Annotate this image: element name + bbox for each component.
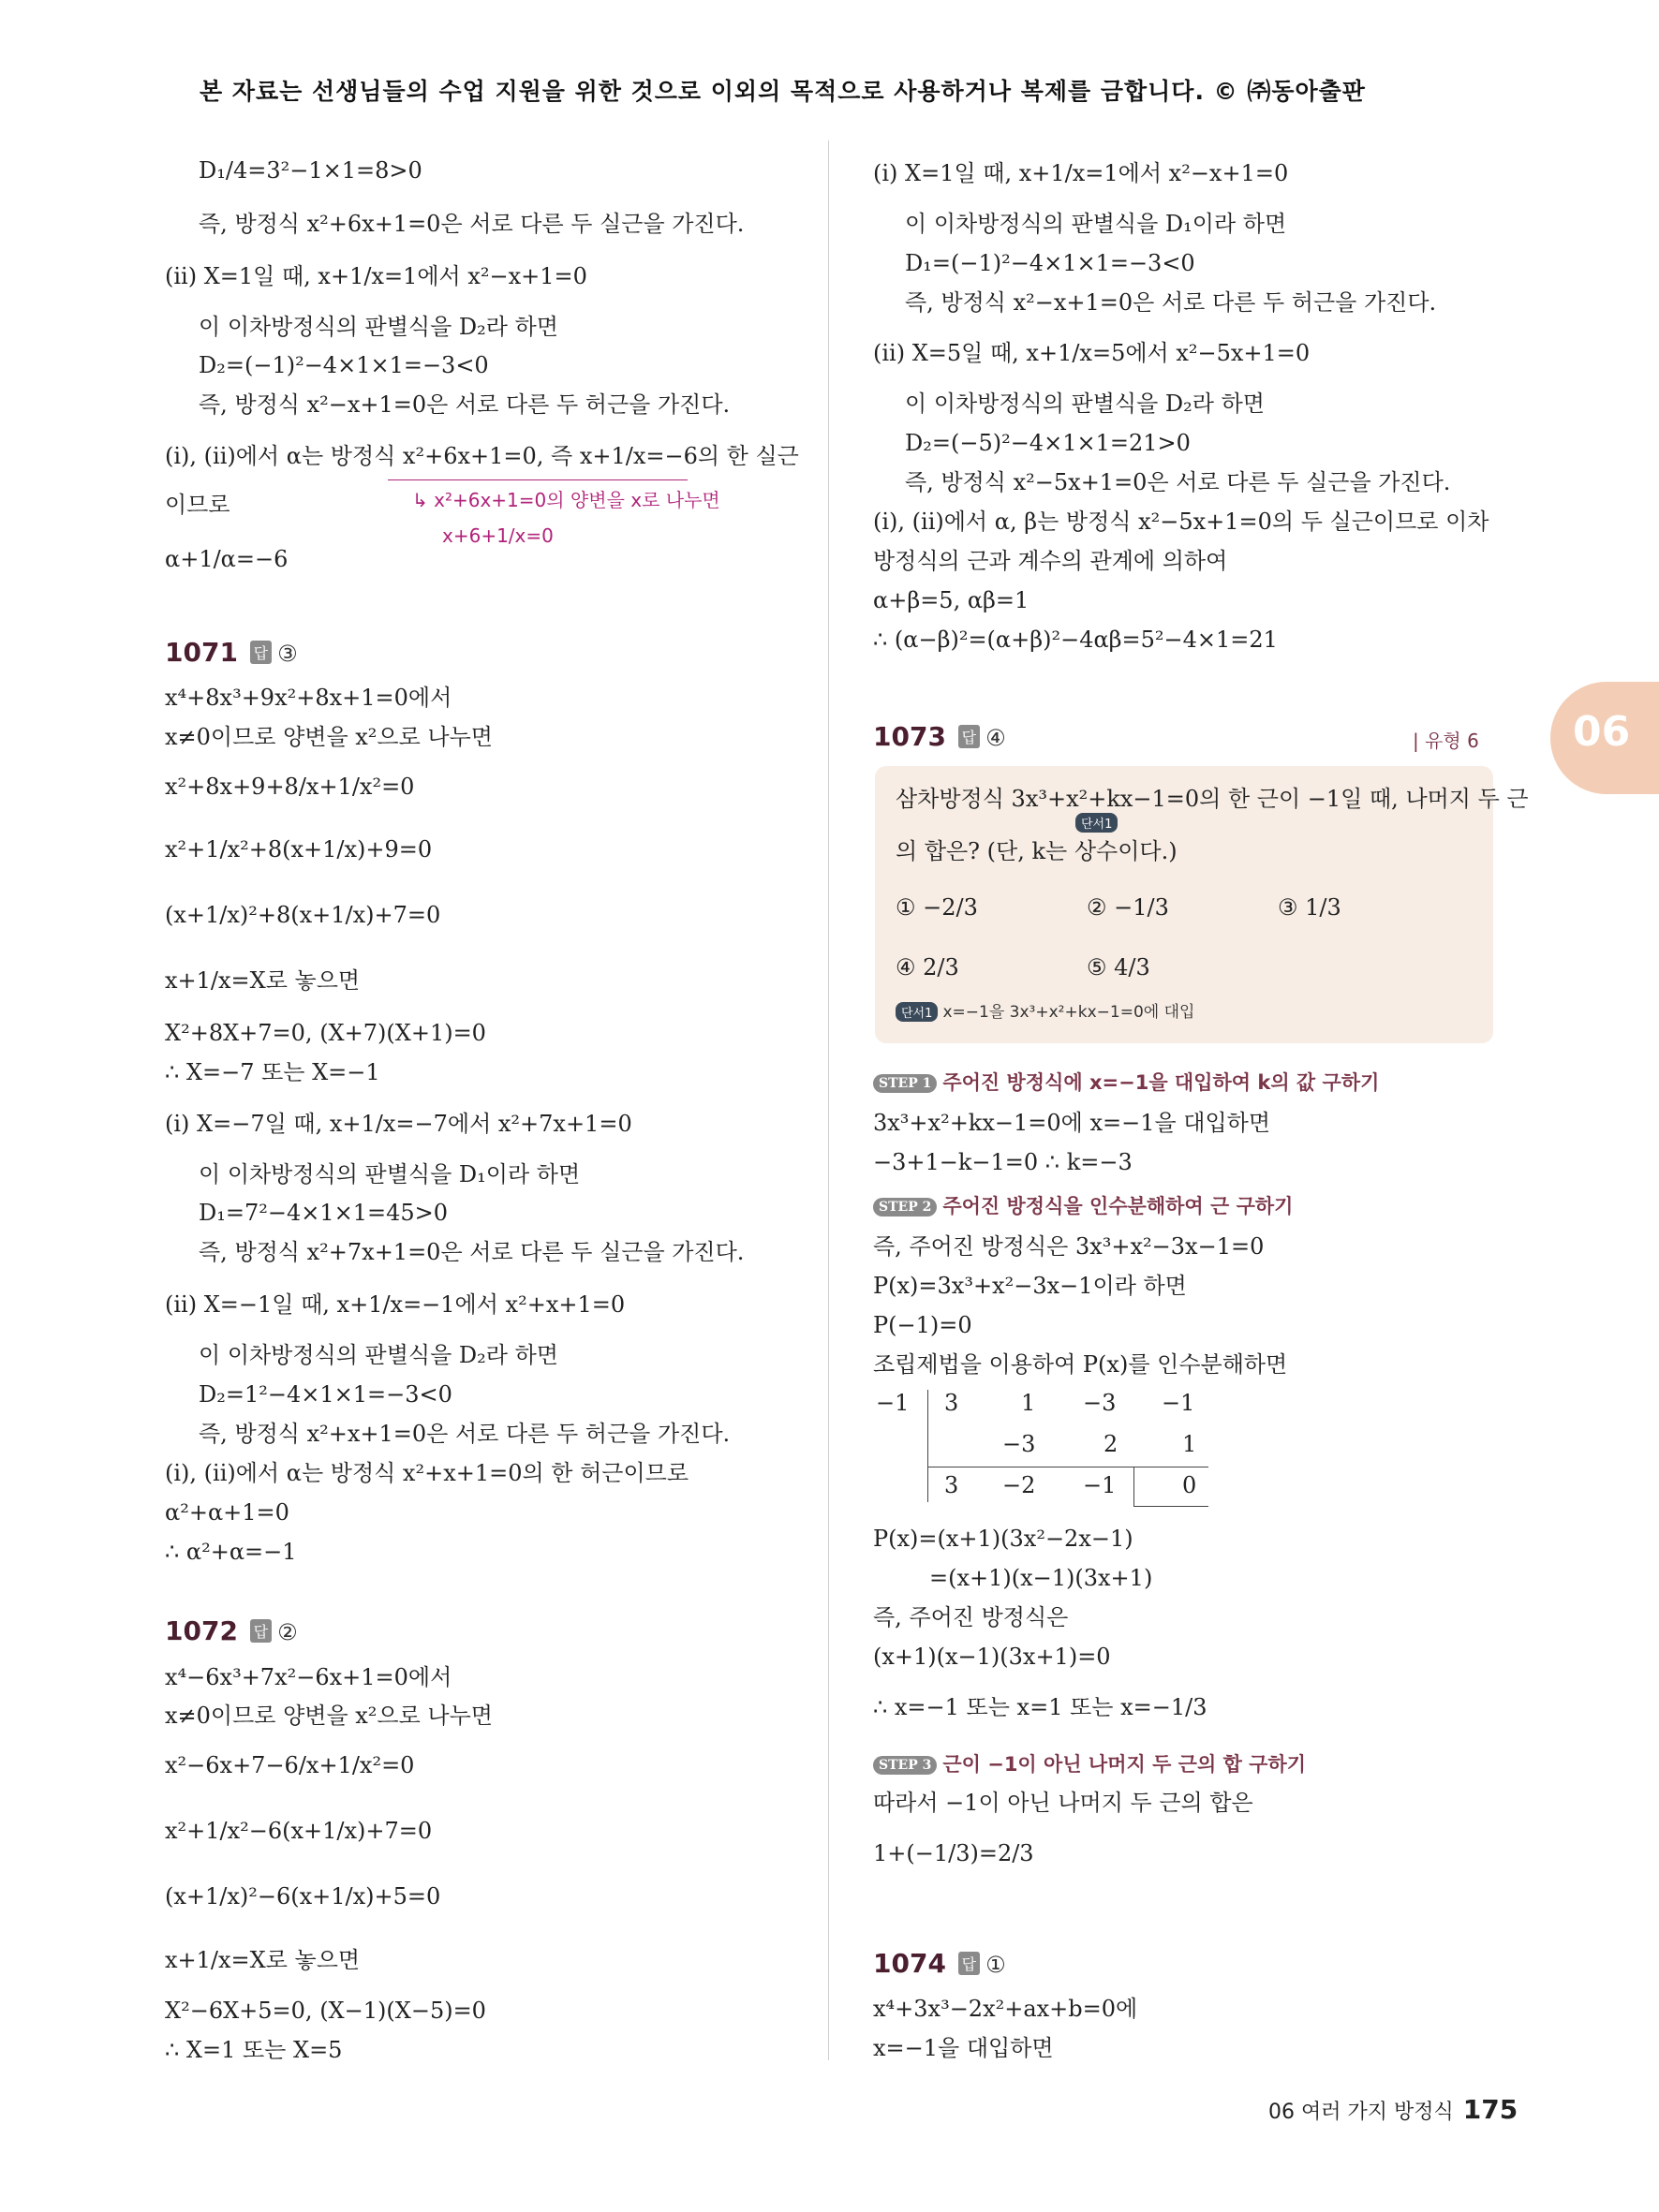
solution-line: 이 이차방정식의 판별식을 D₁이라 하면 bbox=[905, 211, 1287, 237]
solution-line: (ii) X=5일 때, x+1/x=5에서 x²−5x+1=0 bbox=[873, 340, 1311, 366]
synth-cell: −1 bbox=[1162, 1390, 1195, 1416]
solution-line: x⁴+8x³+9x²+8x+1=0에서 bbox=[165, 685, 452, 711]
problem-1072-heading bbox=[165, 1615, 298, 1646]
solution-line: 이 이차방정식의 판별식을 D₂라 하면 bbox=[199, 1342, 558, 1368]
solution-line: 즉, 주어진 방정식은 3x³+x²−3x−1=0 bbox=[873, 1233, 1265, 1260]
problem-text: 삼차방정식 3x³+x²+kx−1=0의 한 근이 −1일 때, 나머지 두 근 bbox=[896, 786, 1529, 812]
solution-line: 1+(−1/3)=2/3 bbox=[873, 1840, 1034, 1866]
solution-line: 즉, 방정식 x²−x+1=0은 서로 다른 두 허근을 가진다. bbox=[199, 391, 731, 418]
solution-line: 이므로 bbox=[165, 492, 230, 518]
synth-cell: −2 bbox=[1002, 1472, 1036, 1498]
solution-line: ∴ α²+α=−1 bbox=[165, 1539, 297, 1565]
solution-line: D₂=1²−4×1×1=−3<0 bbox=[199, 1381, 452, 1408]
solution-line: 즉, 방정식 x²+6x+1=0은 서로 다른 두 실근을 가진다. bbox=[199, 211, 745, 237]
solution-line: P(x)=3x³+x²−3x−1이라 하면 bbox=[873, 1273, 1187, 1299]
synth-cell: 1 bbox=[1021, 1390, 1036, 1416]
solution-line: D₂=(−1)²−4×1×1=−3<0 bbox=[199, 352, 489, 378]
answer: 답 ④ bbox=[951, 725, 1006, 751]
problem-1074-heading bbox=[873, 1948, 1006, 1979]
step-2-title: STEP 2 주어진 방정식을 인수분해하여 근 구하기 bbox=[873, 1191, 1293, 1219]
solution-line: x≠0이므로 양변을 x²으로 나누면 bbox=[165, 724, 493, 750]
solution-line: 즉, 방정식 x²−5x+1=0은 서로 다른 두 실근을 가진다. bbox=[905, 469, 1451, 495]
answer: 답 ② bbox=[243, 1619, 298, 1645]
solution-line: ∴ x=−1 또는 x=1 또는 x=−1/3 bbox=[873, 1694, 1207, 1720]
solution-line: ∴ X=1 또는 X=5 bbox=[165, 2037, 343, 2063]
note-underline bbox=[388, 479, 688, 480]
choice-2: ② −1/3 bbox=[1087, 894, 1169, 921]
synth-cell: 0 bbox=[1182, 1472, 1197, 1498]
solution-line: −3+1−k−1=0 ∴ k=−3 bbox=[873, 1149, 1133, 1175]
answer: 답 ③ bbox=[243, 641, 298, 667]
solution-line: (ii) X=−1일 때, x+1/x=−1에서 x²+x+1=0 bbox=[165, 1291, 626, 1318]
synth-divisor: −1 bbox=[876, 1390, 910, 1416]
footer-chapter: 06 여러 가지 방정식 bbox=[1268, 2101, 1454, 2124]
problem-1071-heading bbox=[165, 637, 298, 668]
synth-cell: −3 bbox=[1002, 1431, 1036, 1457]
solution-line: (x+1/x)²+8(x+1/x)+7=0 bbox=[165, 902, 441, 928]
problem-number: 1073 bbox=[873, 721, 946, 752]
hint-row: 단서1 x=−1을 3x³+x²+kx−1=0에 대입 bbox=[896, 998, 1194, 1022]
solution-line: 즉, 방정식 x²+x+1=0은 서로 다른 두 허근을 가진다. bbox=[199, 1421, 731, 1447]
solution-line: x≠0이므로 양변을 x²으로 나누면 bbox=[165, 1703, 493, 1729]
solution-line: 즉, 주어진 방정식은 bbox=[873, 1604, 1069, 1630]
synth-cell: 3 bbox=[944, 1390, 959, 1416]
solution-line: 따라서 −1이 아닌 나머지 두 근의 합은 bbox=[873, 1790, 1253, 1816]
synth-cell: −3 bbox=[1083, 1390, 1117, 1416]
synth-cell: −1 bbox=[1083, 1472, 1117, 1498]
solution-line: (i), (ii)에서 α는 방정식 x²+x+1=0의 한 허근이므로 bbox=[165, 1460, 689, 1486]
solution-line: x=−1을 대입하면 bbox=[873, 2035, 1054, 2061]
synth-cell: 1 bbox=[1182, 1431, 1197, 1457]
solution-line: 즉, 방정식 x²−x+1=0은 서로 다른 두 허근을 가진다. bbox=[905, 289, 1437, 316]
solution-line: (i), (ii)에서 α, β는 방정식 x²−5x+1=0의 두 실근이므로 이차 bbox=[873, 509, 1489, 535]
solution-line: D₁/4=3²−1×1=8>0 bbox=[199, 157, 422, 184]
solution-line: (x+1)(x−1)(3x+1)=0 bbox=[873, 1644, 1111, 1670]
choice-4: ④ 2/3 bbox=[896, 954, 959, 981]
problem-number: 1072 bbox=[165, 1615, 238, 1646]
choice-1: ① −2/3 bbox=[896, 894, 978, 921]
synth-cell: 2 bbox=[1104, 1431, 1118, 1457]
page-number: 175 bbox=[1462, 2094, 1518, 2125]
annotation-note: x+6+1/x=0 bbox=[442, 524, 554, 547]
solution-line: x⁴+3x³−2x²+ax+b=0에 bbox=[873, 1996, 1138, 2022]
annotation-note: ↳ x²+6x+1=0의 양변을 x로 나누면 bbox=[412, 489, 720, 511]
solution-line: (i), (ii)에서 α는 방정식 x²+6x+1=0, 즉 x+1/x=−6의 한 실근 bbox=[165, 443, 799, 469]
problem-text: 의 합은? (단, k는 상수이다.) bbox=[896, 838, 1178, 864]
problem-number: 1074 bbox=[873, 1948, 946, 1979]
solution-line: D₁=(−1)²−4×1×1=−3<0 bbox=[905, 250, 1195, 276]
solution-line: =(x+1)(x−1)(3x+1) bbox=[929, 1565, 1153, 1591]
solution-line: x²+1/x²−6(x+1/x)+7=0 bbox=[165, 1818, 433, 1844]
solution-line: x²+1/x²+8(x+1/x)+9=0 bbox=[165, 836, 433, 863]
problem-1073-heading bbox=[873, 721, 1006, 752]
solution-line: X²+8X+7=0, (X+7)(X+1)=0 bbox=[165, 1020, 486, 1046]
solution-line: D₁=7²−4×1×1=45>0 bbox=[199, 1200, 449, 1226]
solution-line: 3x³+x²+kx−1=0에 x=−1을 대입하면 bbox=[873, 1110, 1271, 1136]
step-3-title: STEP 3 근이 −1이 아닌 나머지 두 근의 합 구하기 bbox=[873, 1749, 1306, 1777]
solution-line: D₂=(−5)²−4×1×1=21>0 bbox=[905, 430, 1191, 456]
type-label: | 유형 6 bbox=[1413, 730, 1479, 752]
problem-number: 1071 bbox=[165, 637, 238, 668]
copyright-header: 본 자료는 선생님들의 수업 지원을 위한 것으로 이외의 목적으로 사용하거나 복제를 금합니다. © ㈜동아출판 bbox=[200, 78, 1366, 105]
choice-3: ③ 1/3 bbox=[1278, 894, 1341, 921]
solution-line: 즉, 방정식 x²+7x+1=0은 서로 다른 두 실근을 가진다. bbox=[199, 1239, 745, 1265]
solution-line: X²−6X+5=0, (X−1)(X−5)=0 bbox=[165, 1998, 486, 2024]
solution-line: 이 이차방정식의 판별식을 D₂라 하면 bbox=[905, 391, 1265, 417]
solution-line: P(−1)=0 bbox=[873, 1312, 972, 1338]
solution-line: α+β=5, αβ=1 bbox=[873, 587, 1029, 613]
solution-line: (i) X=1일 때, x+1/x=1에서 x²−x+1=0 bbox=[873, 160, 1289, 186]
step-1-title: STEP 1 주어진 방정식에 x=−1을 대입하여 k의 값 구하기 bbox=[873, 1068, 1379, 1096]
page-footer bbox=[1268, 2094, 1518, 2125]
solution-line: 이 이차방정식의 판별식을 D₂라 하면 bbox=[199, 314, 558, 340]
answer: 답 ① bbox=[951, 1952, 1006, 1978]
choice-5: ⑤ 4/3 bbox=[1087, 954, 1150, 981]
solution-line: x²+8x+9+8/x+1/x²=0 bbox=[165, 774, 415, 800]
synth-cell: 3 bbox=[944, 1472, 959, 1498]
solution-line: (i) X=−7일 때, x+1/x=−7에서 x²+7x+1=0 bbox=[165, 1111, 632, 1137]
solution-line: x²−6x+7−6/x+1/x²=0 bbox=[165, 1752, 415, 1778]
solution-line: x⁴−6x³+7x²−6x+1=0에서 bbox=[165, 1664, 452, 1690]
solution-line: x+1/x=X로 놓으면 bbox=[165, 1947, 361, 1973]
solution-line: α²+α+1=0 bbox=[165, 1499, 289, 1526]
solution-line: P(x)=(x+1)(3x²−2x−1) bbox=[873, 1526, 1133, 1552]
solution-line: 방정식의 근과 계수의 관계에 의하여 bbox=[873, 548, 1228, 574]
hint-marker: 단서1 bbox=[1075, 813, 1118, 833]
solution-line: (ii) X=1일 때, x+1/x=1에서 x²−x+1=0 bbox=[165, 263, 587, 289]
solution-line: 조립제법을 이용하여 P(x)를 인수분해하면 bbox=[873, 1351, 1288, 1378]
solution-line: 이 이차방정식의 판별식을 D₁이라 하면 bbox=[199, 1161, 581, 1187]
solution-line: (x+1/x)²−6(x+1/x)+5=0 bbox=[165, 1883, 441, 1910]
column-divider bbox=[828, 140, 829, 2060]
chapter-tab: 06 bbox=[1550, 682, 1659, 794]
solution-line: x+1/x=X로 놓으면 bbox=[165, 967, 361, 994]
solution-line: ∴ (α−β)²=(α+β)²−4αβ=5²−4×1=21 bbox=[873, 627, 1278, 653]
solution-line: α+1/α=−6 bbox=[165, 546, 289, 572]
solution-line: ∴ X=−7 또는 X=−1 bbox=[165, 1059, 380, 1085]
